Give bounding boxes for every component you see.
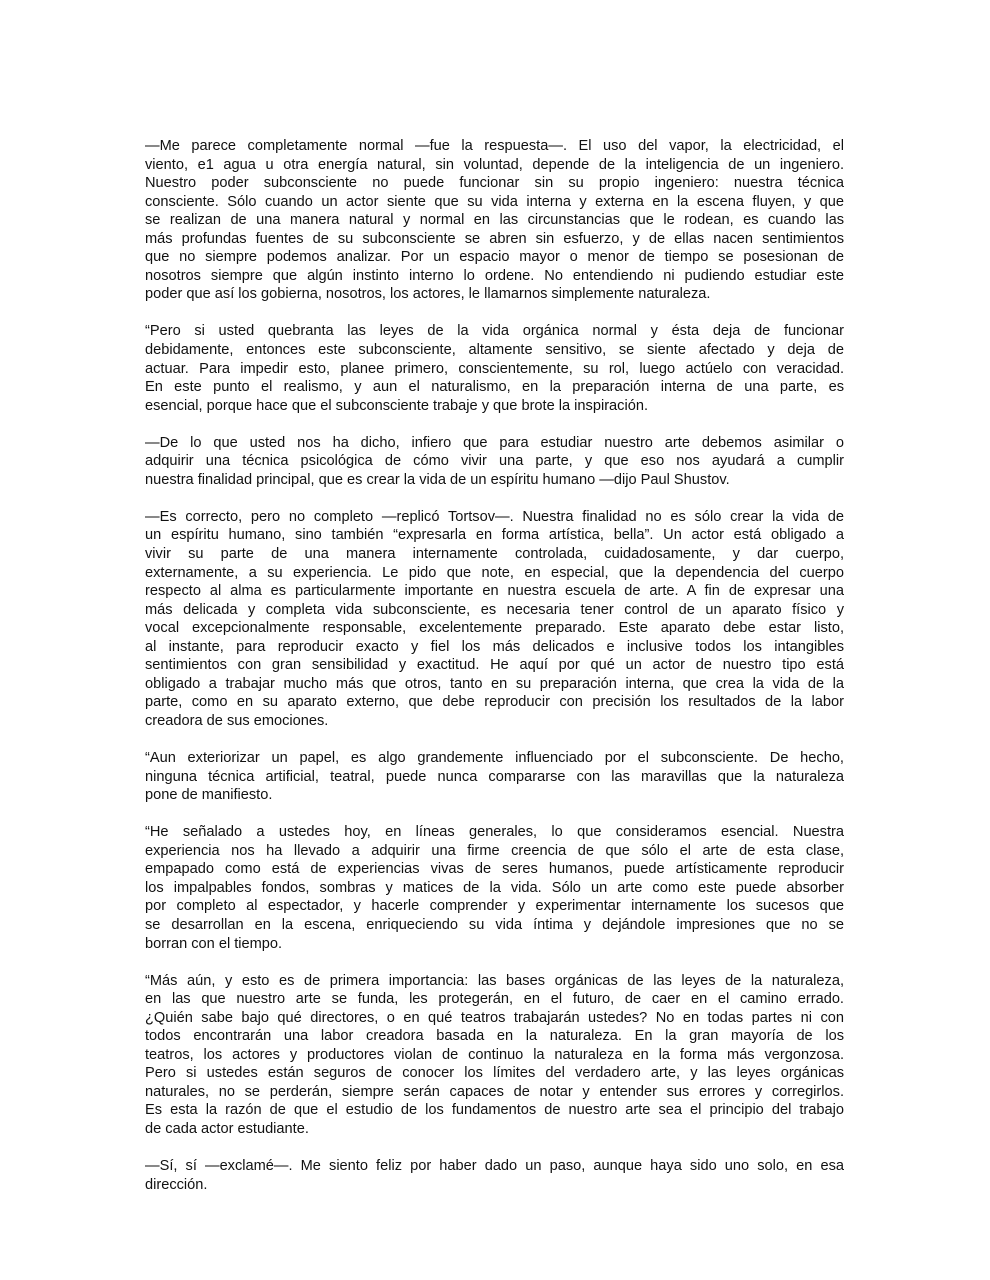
paragraph xyxy=(145,322,844,415)
text-line: en las que nuestro arte se funda, les protegerán, en el futuro, de caer en el camino errado. xyxy=(145,991,844,1008)
document-page xyxy=(145,137,844,1213)
text-line: se realizan de una manera natural y normal en las circunstancias que le rodean, es cuando las xyxy=(145,212,844,229)
text-line: todos encontrarán una labor creadora basada en la naturaleza. En la gran mayoría de los xyxy=(145,1028,844,1045)
text-line: Es esta la razón de que el estudio de los fundamentos de nuestro arte sea el principio del trabajo xyxy=(145,1102,844,1119)
text-line: viento, e1 agua u otra energía natural, sin voluntad, depende de la inteligencia de un ingeniero. xyxy=(145,156,844,173)
text-line: los impalpables fondos, sombras y matices de la vida. Sólo un arte como este puede absorber xyxy=(145,879,844,896)
text-line: adquirir una técnica psicológica de cómo vivir una parte, y que eso nos ayudará a cumplir xyxy=(145,453,844,470)
text-line: externamente, a su experiencia. Le pido que note, en especial, que la dependencia del cuerpo xyxy=(145,564,844,581)
text-line: Nuestro poder subconsciente no puede funcionar sin su propio ingeniero: nuestra técnica xyxy=(145,175,844,192)
text-line: En este punto el realismo, y aun el naturalismo, en la preparación interna de una parte, es xyxy=(145,379,844,396)
text-line: —De lo que usted nos ha dicho, infiero que para estudiar nuestro arte debemos asimilar o xyxy=(145,434,844,451)
text-line: —Me parece completamente normal —fue la respuesta—. El uso del vapor, la electricidad, el xyxy=(145,138,844,154)
paragraph xyxy=(145,1157,844,1194)
text-line: más delicada y completa vida subconsciente, es necesaria tener control de un aparato físico y xyxy=(145,601,844,618)
text-line: Pero si ustedes están seguros de conocer los límites del verdadero arte, y las leyes orgánicas xyxy=(145,1065,844,1082)
text-line: “Más aún, y esto es de primera importancia: las bases orgánicas de las leyes de la naturaleza, xyxy=(145,972,844,989)
text-line: sentimientos con gran sensibilidad y exactitud. He aquí por qué un actor de nuestro tipo está xyxy=(145,657,844,674)
text-line: un espíritu humano, sino también “expresarla en forma artística, bella”. Un actor está obligado a xyxy=(145,527,844,544)
paragraph xyxy=(145,434,844,490)
text-line: que no siempre podemos analizar. Por un espacio mayor o menor de tiempo se posesionan de xyxy=(145,249,844,266)
text-line: dirección. xyxy=(145,1176,208,1193)
text-line: obligado a trabajar mucho más que otros, tanto en su preparación interna, que crea la vida de la xyxy=(145,675,844,692)
text-line: vivir su parte de una manera internamente controlada, cuidadosamente, y dar cuerpo, xyxy=(145,546,844,563)
text-line: debidamente, entonces este subconsciente, altamente sensitivo, se siente afectado y deja de xyxy=(145,342,844,359)
text-line: pone de manifiesto. xyxy=(145,787,273,804)
text-line: actuar. Para impedir esto, planee primero, conscientemente, su rol, luego actúelo con veracidad. xyxy=(145,360,844,377)
text-line: creadora de sus emociones. xyxy=(145,712,329,729)
text-line: de cada actor estudiante. xyxy=(145,1120,309,1137)
paragraph xyxy=(145,749,844,805)
text-line: empapado como está de experiencias vivas de seres humanos, puede artísticamente reproducir xyxy=(145,861,844,878)
text-line: —Sí, sí —exclamé—. Me siento feliz por haber dado un paso, aunque haya sido uno solo, en esa xyxy=(145,1158,844,1175)
text-line: ¿Quién sabe bajo qué directores, o en qué teatros trabajarán ustedes? No en todas partes ni con xyxy=(145,1009,844,1026)
text-line: experiencia nos ha llevado a adquirir una firme creencia de que sólo el arte de esta clase, xyxy=(145,842,844,859)
paragraph xyxy=(145,823,844,953)
text-line: naturales, no se perderán, siempre serán capaces de notar y entender sus errores y corregirlos. xyxy=(145,1083,844,1100)
paragraph xyxy=(145,137,844,304)
text-line: ninguna técnica artificial, teatral, puede nunca compararse con las maravillas que la naturaleza xyxy=(145,768,844,785)
text-line: vocal excepcionalmente responsable, excelentemente preparado. Este aparato debe estar listo, xyxy=(145,620,844,637)
text-line: esencial, porque hace que el subconsciente trabaje y que brote la inspiración. xyxy=(145,397,648,414)
text-line: “Pero si usted quebranta las leyes de la vida orgánica normal y ésta deja de funcionar xyxy=(145,323,844,340)
text-line: nuestra finalidad principal, que es crear la vida de un espíritu humano —dijo Paul Shustov. xyxy=(145,471,730,488)
text-line: respecto al alma es particularmente importante en nuestra escuela de arte. A fin de expresar una xyxy=(145,583,844,600)
text-line: poder que así los gobierna, nosotros, los actores, le llamarnos simplemente naturaleza. xyxy=(145,286,711,303)
paragraph xyxy=(145,972,844,1139)
text-line: más profundas fuentes de su subconsciente se abren sin esfuerzo, y de ellas nacen sentimientos xyxy=(145,230,844,247)
text-line: por completo al espectador, y hacerle comprender y experimentar internamente los sucesos que xyxy=(145,898,844,915)
text-line: —Es correcto, pero no completo —replicó Tortsov—. Nuestra finalidad no es sólo crear la vida de xyxy=(145,508,844,525)
text-line: “He señalado a ustedes hoy, en líneas generales, lo que consideramos esencial. Nuestra xyxy=(145,824,844,841)
paragraph xyxy=(145,508,844,731)
text-line: “Aun exteriorizar un papel, es algo grandemente influenciado por el subconsciente. De hecho, xyxy=(145,750,844,767)
text-line: borran con el tiempo. xyxy=(145,935,283,952)
text-line: nosotros siempre que algún instinto interno lo ordene. No entendiendo ni pudiendo estudiar este xyxy=(145,267,844,284)
text-line: teatros, los actores y productores violan de continuo la naturaleza en la forma más vergonzosa. xyxy=(145,1046,844,1063)
text-line: se desarrollan en la escena, enriqueciendo su vida íntima y dejándole impresiones que no se xyxy=(145,916,844,933)
text-line: al instante, para reproducir exacto y fiel los más delicados e inclusive todos los intangibles xyxy=(145,638,844,655)
text-line: consciente. Sólo cuando un actor siente que su vida interna y externa en la escena fluyen, y que xyxy=(145,193,844,210)
text-line: parte, como en su aparato externo, que debe reproducir con precisión los resultados de la labor xyxy=(145,694,844,711)
